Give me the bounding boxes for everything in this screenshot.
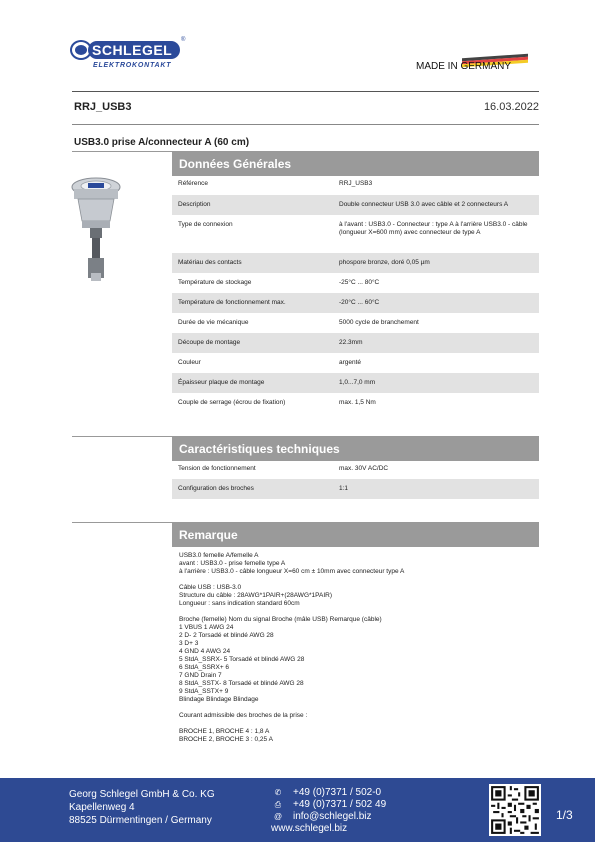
email-line — [271, 811, 386, 823]
spec-value: max. 30V AC/DC — [339, 465, 389, 472]
qr-code[interactable] — [489, 784, 541, 836]
spec-row — [172, 459, 539, 479]
spec-label: Tension de fonctionnement — [178, 465, 256, 472]
address-line: Kapellenweg 4 — [69, 802, 135, 813]
spec-value: Double connecteur USB 3.0 avec câble et 2 connecteurs A — [339, 201, 509, 208]
remark-line: 7 GND Drain 7 — [179, 672, 222, 679]
remark-line: à l'arrière : USB3.0 - câble longueur X=60 cm ± 10mm avec connecteur type A — [179, 568, 405, 575]
spec-label: Référence — [178, 180, 208, 187]
spec-row — [172, 174, 539, 194]
spec-label: Température de stockage — [178, 279, 252, 286]
remark-line: Structure du câble : 28AWG*1PAIR+(28AWG*1PAIR) — [179, 592, 332, 599]
product-image — [68, 177, 124, 283]
page-footer — [0, 778, 595, 842]
remark-line: Broche (femelle) Nom du signal Broche (mâle USB) Remarque (câble) — [179, 616, 382, 623]
spec-row — [172, 333, 539, 353]
spec-row — [172, 293, 539, 313]
spec-label: Couple de serrage (écrou de fixation) — [178, 399, 286, 406]
general-section-heading: Données Générales — [172, 152, 539, 176]
remark-line: BROCHE 2, BROCHE 3 : 0,25 A — [179, 736, 273, 743]
phone-number[interactable]: +49 (0)7371 / 502-0 — [293, 787, 382, 798]
product-title: USB3.0 prise A/connecteur A (60 cm) — [74, 137, 250, 148]
spec-label: Description — [178, 201, 211, 208]
technical-section-heading: Caractéristiques techniques — [172, 437, 539, 461]
spec-row — [172, 195, 539, 215]
remark-line: USB3.0 femelle A/femelle A — [179, 552, 259, 559]
spec-value: argenté — [339, 359, 362, 366]
remark-line: 8 StdA_SSTX- 8 Torsadé et blindé AWG 28 — [179, 680, 304, 687]
remark-line: Blindage Blindage Blindage — [179, 696, 259, 703]
company-address — [69, 788, 215, 827]
document-date: 16.03.2022 — [483, 101, 539, 113]
spec-row — [172, 479, 539, 499]
header-divider — [72, 91, 539, 92]
spec-row — [172, 273, 539, 293]
made-in-label: MADE IN GERMANY — [416, 61, 512, 72]
spec-label: Type de connexion — [178, 221, 233, 228]
at-icon: @ — [273, 812, 283, 821]
spec-value: RRJ_USB3 — [339, 180, 373, 187]
logo-wordmark: SCHLEGEL — [92, 42, 173, 58]
spec-row — [172, 313, 539, 333]
spec-label: Température de fonctionnement max. — [178, 299, 286, 306]
logo-registered: ® — [181, 37, 186, 43]
remark-line: Longueur : sans indication standard 60cm — [179, 600, 300, 607]
spec-label: Couleur — [178, 359, 201, 366]
spec-row — [172, 253, 539, 273]
spec-label: Matériau des contacts — [178, 259, 242, 266]
website-link[interactable]: www.schlegel.biz — [271, 823, 348, 834]
spec-label: Découpe de montage — [178, 339, 241, 346]
fax-line — [271, 799, 386, 811]
spec-value: 22.3mm — [339, 339, 363, 346]
fax-icon: ⎙ — [274, 800, 282, 809]
spec-value: 1,0...7,0 mm — [339, 379, 376, 386]
address-line: Georg Schlegel GmbH & Co. KG — [69, 789, 215, 800]
remark-line: Courant admissible des broches de la prise : — [179, 712, 308, 719]
remark-line: 4 GND 4 AWG 24 — [179, 648, 231, 655]
contact-block — [271, 787, 386, 835]
spec-row — [172, 215, 539, 253]
spec-label: Configuration des broches — [178, 485, 254, 492]
spec-row — [172, 353, 539, 373]
page-number: 1/3 — [556, 808, 573, 822]
spec-value: phospore bronze, doré 0,05 µm — [339, 259, 430, 266]
phone-line — [271, 787, 386, 799]
spec-row — [172, 373, 539, 393]
spec-value: 5000 cycle de branchement — [339, 319, 419, 326]
remark-line: 5 StdA_SSRX- 5 Torsadé et blindé AWG 28 — [179, 656, 305, 663]
remark-line: avant : USB3.0 - prise femelle type A — [179, 560, 286, 567]
remark-line: 9 StdA_SSTX+ 9 — [179, 688, 229, 695]
address-line: 88525 Dürmentingen / Germany — [69, 815, 212, 826]
title-divider — [72, 124, 539, 125]
company-logo — [70, 37, 186, 73]
spec-value: 1:1 — [339, 485, 349, 492]
spec-value: à l'avant : USB3.0 - Connecteur : type A à l'arrière USB3.0 - câble (longueur X=600 mm) avec connecteur de type A — [339, 221, 528, 236]
remark-line: 1 VBUS 1 AWG 24 — [179, 624, 234, 631]
remark-line: 6 StdA_SSRX+ 6 — [179, 664, 230, 671]
remark-line: 3 D+ 3 — [179, 640, 199, 647]
spec-value: -25°C ... 80°C — [339, 279, 380, 286]
spec-label: Durée de vie mécanique — [178, 319, 249, 326]
phone-icon: ✆ — [274, 788, 282, 797]
email-link[interactable]: info@schlegel.biz — [293, 811, 372, 822]
spec-row — [172, 393, 539, 413]
remark-line: Câble USB : USB-3.0 — [179, 584, 242, 591]
remark-line: 2 D- 2 Torsadé et blindé AWG 28 — [179, 632, 274, 639]
remark-text — [179, 552, 534, 744]
remark-line: BROCHE 1, BROCHE 4 : 1,8 A — [179, 728, 270, 735]
spec-label: Épaisseur plaque de montage — [178, 379, 265, 386]
spec-value: max. 1,5 Nm — [339, 399, 376, 406]
spec-value: -20°C ... 60°C — [339, 299, 380, 306]
fax-number: +49 (0)7371 / 502 49 — [293, 799, 387, 810]
logo-subtitle: ELEKTROKONTAKT — [93, 62, 172, 69]
remark-section-heading: Remarque — [172, 523, 539, 547]
document-code: RRJ_USB3 — [74, 101, 132, 113]
